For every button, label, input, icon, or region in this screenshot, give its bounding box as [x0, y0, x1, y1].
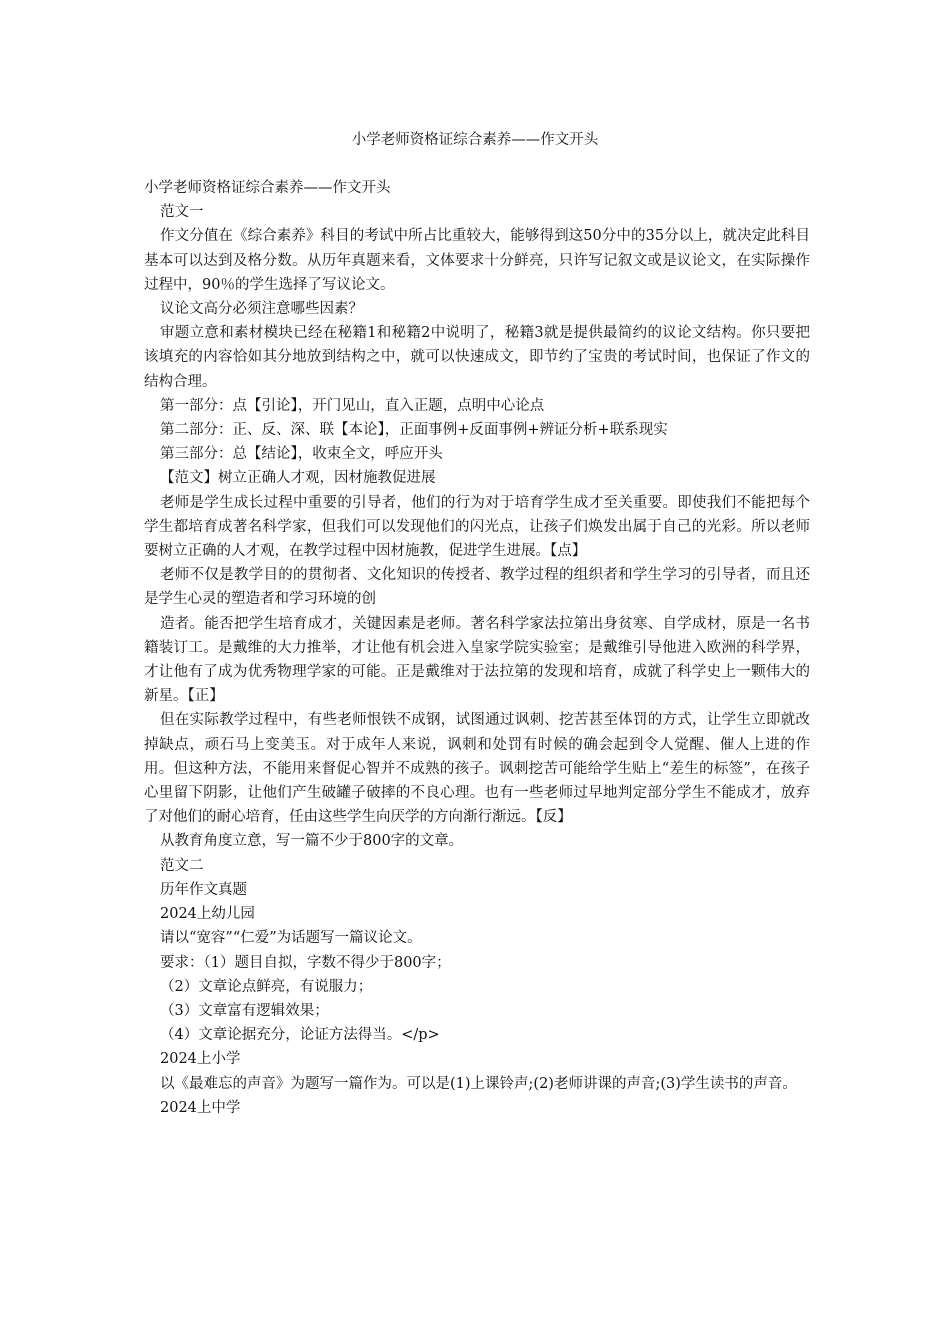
paragraph: 要求：（1）题目自拟，字数不得少于800字；	[160, 954, 451, 971]
paragraph: 以《最难忘的声音》为题写一篇作为。可以是(1)上课铃声;(2)老师讲课的声音;(3)学生读书的声音。	[160, 1075, 797, 1092]
paragraph: 第一部分：点【引论】，开门见山，直入正题，点明中心论点	[160, 397, 545, 414]
paragraph: （2）文章论点鲜亮，有说服力；	[160, 978, 373, 995]
paragraph: 小学老师资格证综合素养——作文开头	[144, 180, 391, 196]
paragraph: 老师是学生成长过程中重要的引导者，他们的行为对于培育学生成才至关重要。即使我们不能把每个学生都培育成著名科学家，但我们可以发现他们的闪光点，让孩子们焕发出属于自己的光彩。所以老师要树立正确的人才观，在教学过程中因材施教，促进学生进展。【点】	[144, 494, 810, 560]
paragraph: 审题立意和素材模块已经在秘籍1和秘籍2中说明了，秘籍3就是提供最简约的议论文结构。你只要把该填充的内容恰如其分地放到结构之中，就可以快速成文，即节约了宝贵的考试时间，也保证了作文的结构合理。	[144, 325, 810, 390]
paragraph: 造者。能否把学生培育成才，关键因素是老师。著名科学家法拉第出身贫寒、自学成材，原是一名书籍装订工。是戴维的大力推举，才让他有机会进入皇家学院实验室；是戴维引导他进入欧洲的科学界，才让他有了成为优秀物理学家的可能。正是戴维对于法拉第的发现和培育，成就了科学史上一颗伟大的新星。【正】	[144, 615, 810, 705]
paragraph: 范文二	[160, 857, 204, 874]
paragraph: 2024上幼儿园	[160, 906, 255, 923]
paragraph: 2024上中学	[160, 1099, 241, 1116]
paragraph: 2024上小学	[160, 1051, 241, 1068]
paragraph: 从教育角度立意，写一篇不少于800字的文章。	[160, 833, 464, 850]
paragraph: 历年作文真题	[160, 881, 247, 898]
document-title: 小学老师资格证综合素养——作文开头	[351, 132, 599, 148]
paragraph: 老师不仅是教学目的的贯彻者、文化知识的传授者、教学过程的组织者和学生学习的引导者，而且还是学生心灵的塑造者和学习环境的创	[144, 567, 810, 608]
paragraph: 议论文高分必须注意哪些因素？	[160, 301, 363, 318]
paragraph: 【范文】树立正确人才观，因材施教促进展	[160, 470, 436, 487]
paragraph: 范文一	[160, 204, 204, 221]
paragraph: （3）文章富有逻辑效果；	[160, 1002, 329, 1019]
paragraph: 第二部分：正、反、深、联【本论】，正面事例+反面事例+辨证分析+联系现实	[160, 422, 668, 439]
paragraph: 第三部分：总【结论】，收束全文，呼应开头	[160, 446, 443, 463]
paragraph: 作文分值在《综合素养》科目的考试中所占比重较大，能够得到这50分中的35分以上，就决定此科目基本可以达到及格分数。从历年真题来看，文体要求十分鲜亮，只许写记叙文或是议论文，在实际操作过程中，90％的学生选择了写议论文。	[144, 228, 810, 293]
paragraph: 但在实际教学过程中，有些老师恨铁不成钢，试图通过讽刺、挖苦甚至体罚的方式，让学生立即就改掉缺点，顽石马上变美玉。对于成年人来说，讽刺和处罚有时候的确会起到令人觉醒、催人上进的作用。但这种方法，不能用来督促心智并不成熟的孩子。讽刺挖苦可能给学生贴上“差生的标签”，在孩子心里留下阴影，让他们产生破罐子破摔的不良心理。也有一些老师过早地判定部分学生不能成才，放弃了对他们的耐心培育，任由这些学生向厌学的方向渐行渐远。【反】	[144, 712, 810, 826]
document-body	[144, 176, 810, 1120]
paragraph: 请以“宽容”“仁爱”为话题写一篇议论文。	[160, 930, 422, 947]
paragraph: （4）文章论据充分，论证方法得当。</p>	[160, 1027, 440, 1044]
